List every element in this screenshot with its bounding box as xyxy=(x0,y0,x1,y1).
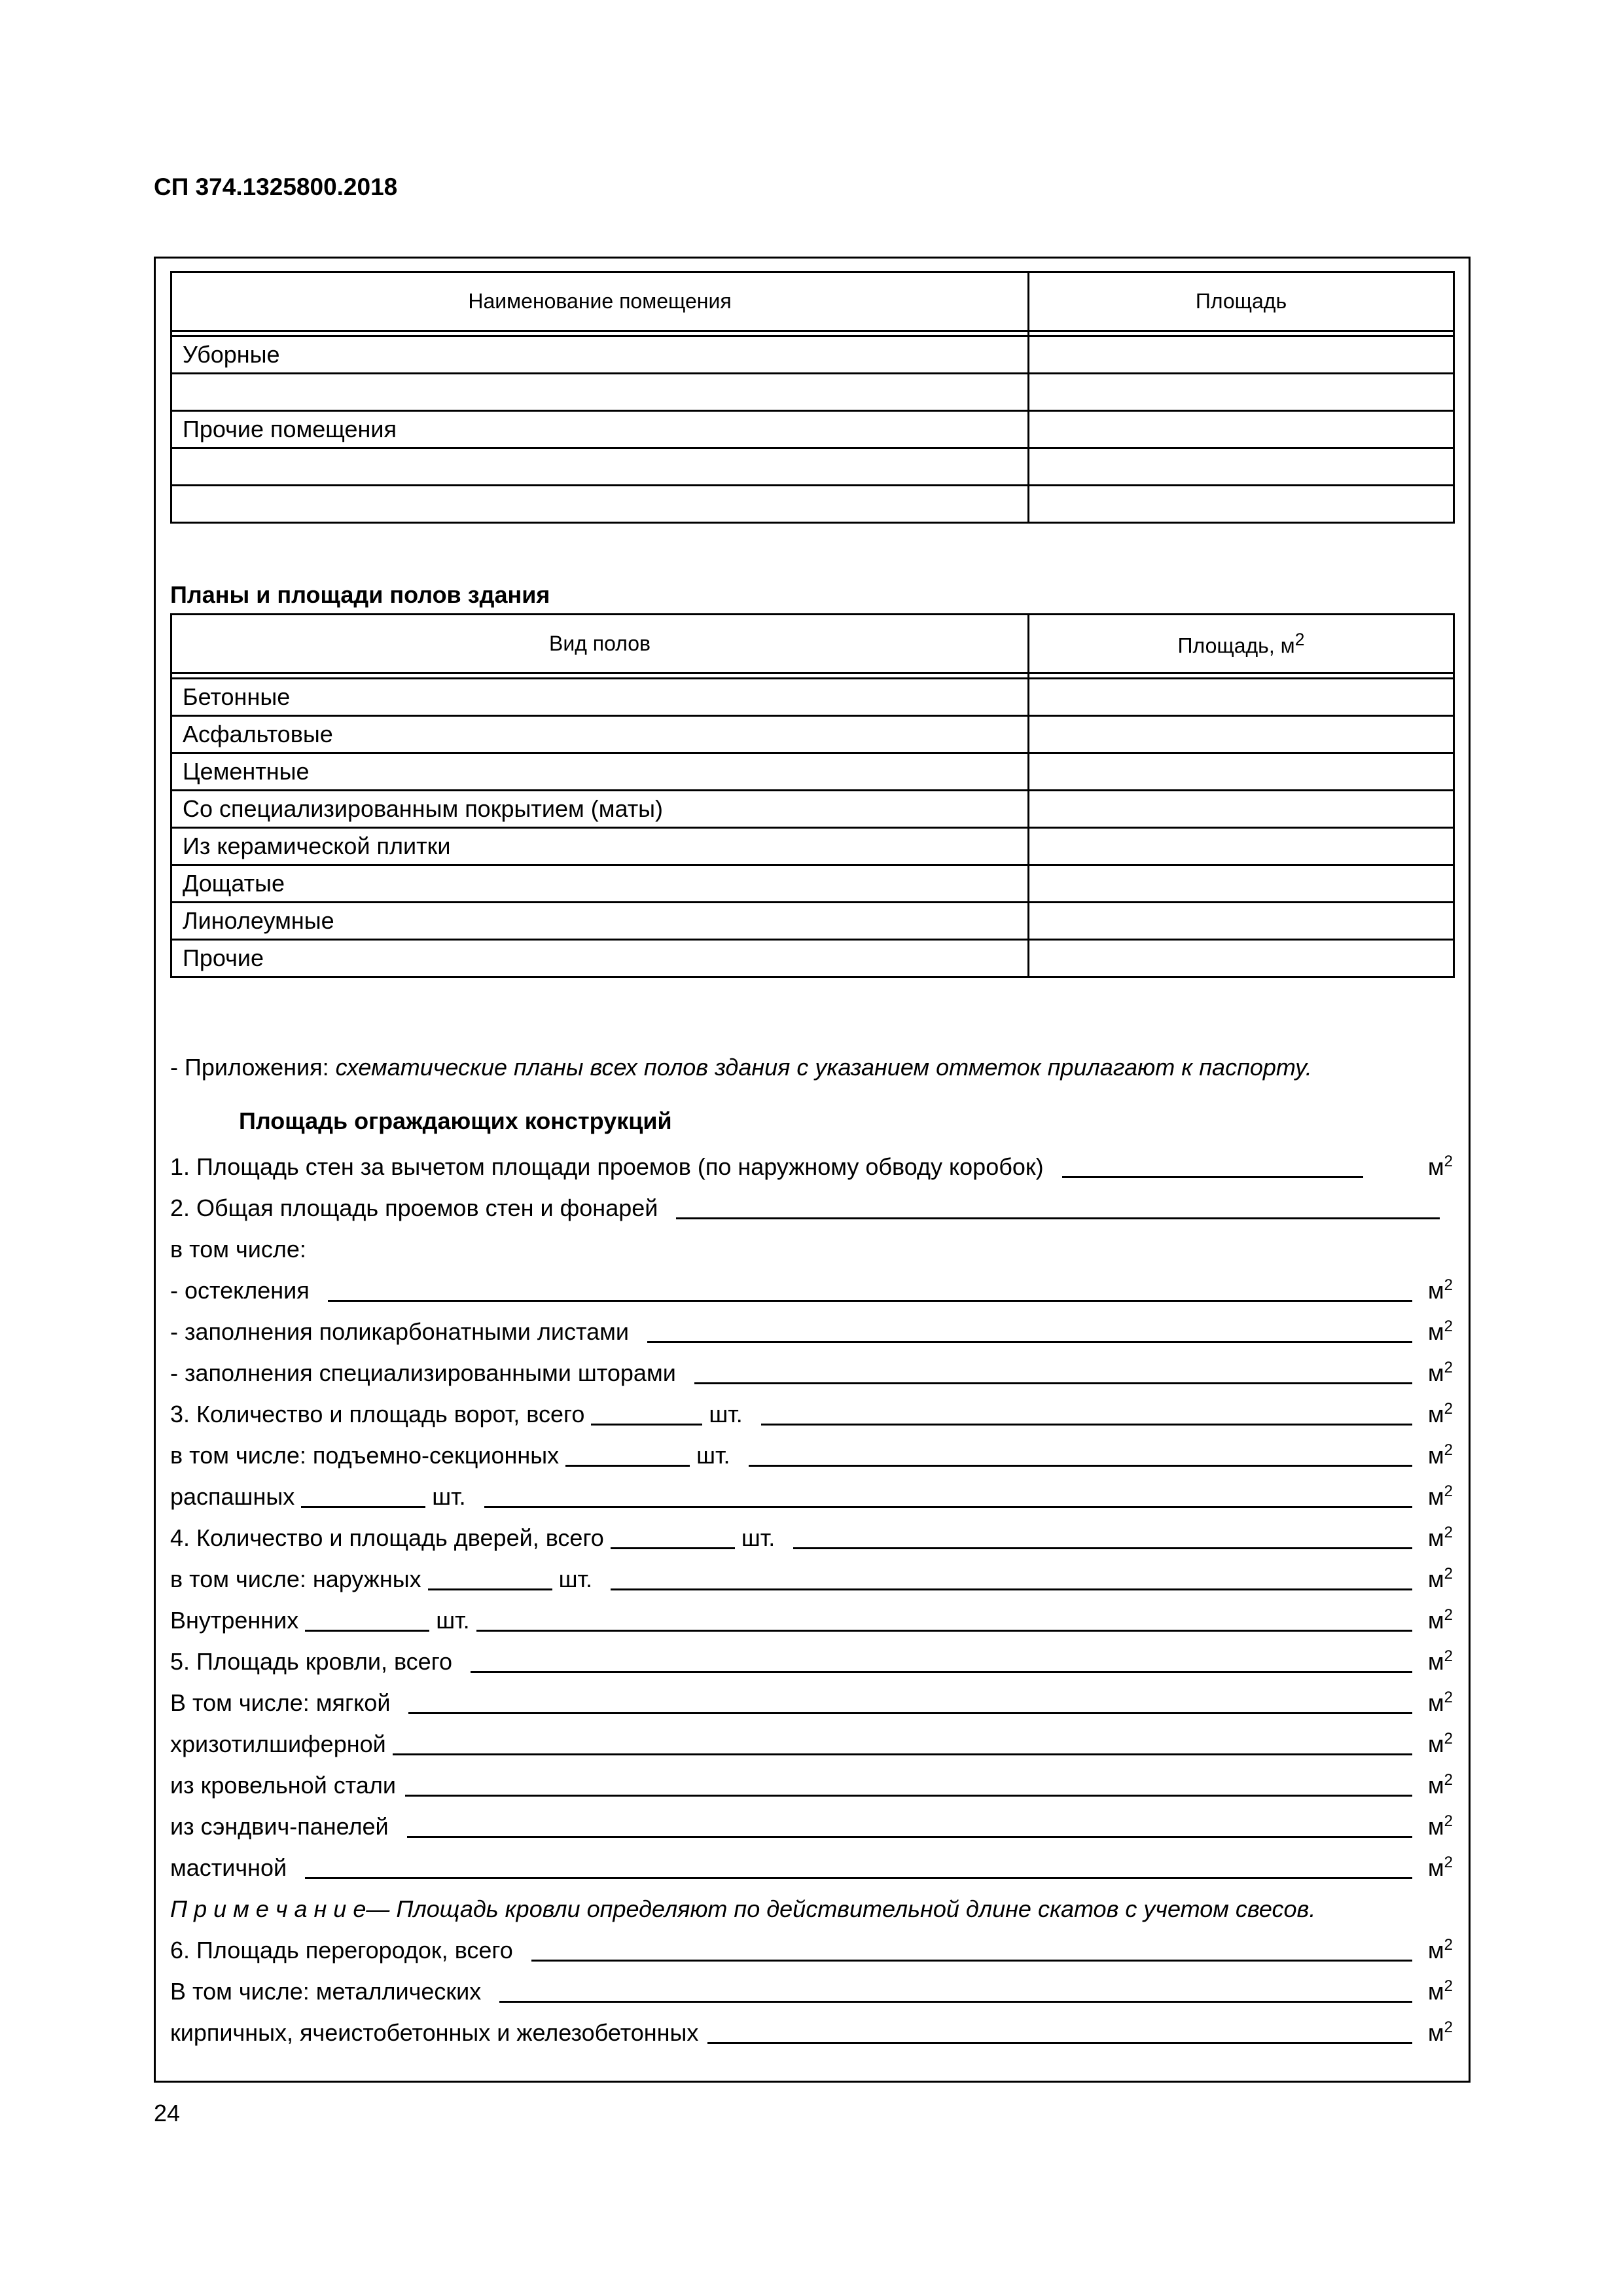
line-label: - остекления xyxy=(170,1277,310,1304)
floors-table-cell: Линолеумные xyxy=(171,903,1029,940)
pieces-label: шт. xyxy=(741,1524,776,1551)
unit-label: $м^2$ xyxy=(1427,1482,1453,1510)
rooms-table-cell: Уборные xyxy=(171,336,1029,374)
pieces-label: шт. xyxy=(696,1442,730,1469)
rooms-table-area-cell[interactable] xyxy=(1029,374,1454,411)
unit-label: $м^2$ xyxy=(1427,1936,1453,1964)
line-label: из сэндвич-панелей xyxy=(170,1813,389,1840)
line-label: 4. Количество и площадь дверей, всего xyxy=(170,1524,604,1551)
answer-blank[interactable] xyxy=(793,1521,1412,1549)
answer-blank[interactable] xyxy=(531,1933,1412,1962)
unit-label: $м^2$ xyxy=(1427,1977,1453,2005)
appendix-note xyxy=(170,1054,1312,1081)
floors-table-cell: Прочие xyxy=(171,940,1029,977)
line-label: - заполнения поликарбонатными листами xyxy=(170,1318,629,1345)
form-line-slate-roof xyxy=(170,1721,1453,1762)
floors-table-area-cell[interactable] xyxy=(1029,940,1454,977)
unit-label: $м^2$ xyxy=(1427,1771,1453,1799)
rooms-table-separator xyxy=(1029,331,1454,336)
answer-blank[interactable] xyxy=(647,1315,1412,1343)
floors-table-separator xyxy=(1029,673,1454,679)
form-line-partitions xyxy=(170,1928,1453,1968)
form-line-roof xyxy=(170,1639,1453,1679)
answer-blank[interactable] xyxy=(476,1604,1412,1632)
form-line-sandwich-roof xyxy=(170,1804,1453,1844)
line-label: Внутренних xyxy=(170,1607,299,1634)
answer-blank[interactable] xyxy=(749,1439,1412,1467)
answer-blank[interactable] xyxy=(694,1356,1412,1384)
roof-note xyxy=(170,1886,1453,1927)
line-label: в том числе: xyxy=(170,1236,306,1263)
page-number: 24 xyxy=(154,2100,181,2126)
floors-table-cell: Со специализированным покрытием (маты) xyxy=(171,791,1029,828)
appendix-note-label: - Приложения: xyxy=(170,1054,336,1081)
line-label: хризотилшиферной xyxy=(170,1731,386,1757)
answer-blank[interactable] xyxy=(305,1851,1412,1879)
floors-table-header-area xyxy=(1029,615,1454,673)
form-line-metal-partitions xyxy=(170,1969,1453,2009)
answer-blank[interactable] xyxy=(393,1727,1412,1755)
floors-table-area-cell[interactable] xyxy=(1029,791,1454,828)
line-label: 5. Площадь кровли, всего xyxy=(170,1648,453,1675)
pieces-label: шт. xyxy=(709,1401,743,1427)
line-label: 6. Площадь перегородок, всего xyxy=(170,1937,513,1964)
count-blank[interactable] xyxy=(305,1604,429,1632)
unit-label: $м^2$ xyxy=(1427,2018,1453,2046)
rooms-table-area-cell[interactable] xyxy=(1029,336,1454,374)
rooms-table-separator xyxy=(171,331,1029,336)
answer-blank[interactable] xyxy=(484,1480,1412,1508)
answer-blank[interactable] xyxy=(408,1686,1412,1714)
form-line-inner-doors xyxy=(170,1598,1453,1638)
form-line-curtains xyxy=(170,1350,1453,1391)
form-line-sectional-gates xyxy=(170,1433,1453,1473)
form-line-swing-gates xyxy=(170,1474,1453,1515)
line-label: в том числе: наружных xyxy=(170,1566,421,1592)
rooms-table-area-cell[interactable] xyxy=(1029,486,1454,523)
line-label: 3. Количество и площадь ворот, всего xyxy=(170,1401,585,1427)
floors-section-title: Планы и площади полов здания xyxy=(170,581,550,608)
unit-label: $м^2$ xyxy=(1427,1318,1453,1345)
rooms-table-area-cell[interactable] xyxy=(1029,448,1454,486)
floors-table-header-area-label: Площадь, м xyxy=(1177,634,1295,658)
pieces-label: шт. xyxy=(558,1566,593,1592)
appendix-note-text: схематические планы всех полов здания с указанием отметок прилагают к паспорту. xyxy=(335,1054,1312,1081)
floors-table-cell: Цементные xyxy=(171,753,1029,791)
answer-blank[interactable] xyxy=(328,1274,1412,1302)
answer-blank[interactable] xyxy=(676,1191,1440,1219)
floors-table xyxy=(170,613,1455,978)
unit-label: $м^2$ xyxy=(1427,1153,1453,1180)
unit-label: $м^2$ xyxy=(1427,1524,1453,1551)
line-label: 2. Общая площадь проемов стен и фонарей xyxy=(170,1194,658,1221)
floors-table-area-cell[interactable] xyxy=(1029,753,1454,791)
unit-label: $м^2$ xyxy=(1427,1276,1453,1304)
rooms-table-cell xyxy=(171,374,1029,411)
unit-label: $м^2$ xyxy=(1427,1854,1453,1881)
line-label: из кровельной стали xyxy=(170,1772,396,1799)
form-line-doors xyxy=(170,1515,1453,1556)
document-code: СП 374.1325800.2018 xyxy=(154,173,398,200)
roof-note-text: — Площадь кровли определяют по действительной длине скатов с учетом свесов. xyxy=(366,1895,1316,1922)
answer-blank[interactable] xyxy=(611,1562,1412,1590)
pieces-label: шт. xyxy=(436,1607,470,1634)
line-label: 1. Площадь стен за вычетом площади проемов (по наружному обводу коробок) xyxy=(170,1153,1044,1180)
count-blank[interactable] xyxy=(591,1397,702,1426)
form-line-outer-doors xyxy=(170,1556,1453,1597)
answer-blank[interactable] xyxy=(761,1397,1412,1426)
answer-blank[interactable] xyxy=(1062,1150,1363,1178)
count-blank[interactable] xyxy=(565,1439,690,1467)
unit-label: $м^2$ xyxy=(1427,1359,1453,1386)
answer-blank[interactable] xyxy=(471,1645,1412,1673)
line-label: кирпичных, ячеистобетонных и железобетонных xyxy=(170,2019,699,2046)
form-line-steel-roof xyxy=(170,1763,1453,1803)
form-line-mastic-roof xyxy=(170,1845,1453,1886)
form-line-including xyxy=(170,1227,1453,1267)
unit-label: $м^2$ xyxy=(1427,1647,1453,1675)
form-line-walls xyxy=(170,1144,1453,1185)
rooms-table xyxy=(170,271,1455,524)
floors-table-area-cell[interactable] xyxy=(1029,828,1454,865)
unit-label: $м^2$ xyxy=(1427,1441,1453,1469)
line-label: в том числе: подъемно-секционных xyxy=(170,1442,560,1469)
floors-table-area-cell[interactable] xyxy=(1029,903,1454,940)
unit-label: $м^2$ xyxy=(1427,1606,1453,1634)
count-blank[interactable] xyxy=(301,1480,425,1508)
floors-table-separator xyxy=(171,673,1029,679)
floors-table-cell: Бетонные xyxy=(171,679,1029,716)
line-label: мастичной xyxy=(170,1854,287,1881)
line-label: - заполнения специализированными шторами xyxy=(170,1359,676,1386)
floors-table-area-cell[interactable] xyxy=(1029,865,1454,903)
unit-label: $м^2$ xyxy=(1427,1812,1453,1840)
roof-note-label: П р и м е ч а н и е xyxy=(170,1895,366,1922)
answer-blank[interactable] xyxy=(407,1810,1412,1838)
floors-table-cell: Из керамической плитки xyxy=(171,828,1029,865)
line-label: В том числе: металлических xyxy=(170,1978,482,2005)
unit-label: $м^2$ xyxy=(1427,1565,1453,1592)
unit-label: $м^2$ xyxy=(1427,1730,1453,1757)
unit-label: $м^2$ xyxy=(1427,1400,1453,1427)
floors-table-header-type: Вид полов xyxy=(171,615,1029,673)
pieces-label: шт. xyxy=(432,1483,466,1510)
count-blank[interactable] xyxy=(428,1562,552,1590)
rooms-table-header-area: Площадь xyxy=(1029,272,1454,331)
answer-blank[interactable] xyxy=(499,1975,1412,2003)
rooms-table-header-name: Наименование помещения xyxy=(171,272,1029,331)
floors-table-area-cell[interactable] xyxy=(1029,679,1454,716)
count-blank[interactable] xyxy=(611,1521,735,1549)
floors-table-header-area-sup: 2 xyxy=(1294,629,1305,649)
answer-blank[interactable] xyxy=(707,2016,1412,2044)
form-line-brick-partitions xyxy=(170,2010,1453,2051)
rooms-table-cell xyxy=(171,448,1029,486)
unit-label: $м^2$ xyxy=(1427,1689,1453,1716)
line-label: распашных xyxy=(170,1483,295,1510)
floors-table-cell: Асфальтовые xyxy=(171,716,1029,753)
form-line-glazing xyxy=(170,1268,1453,1308)
form-line-openings xyxy=(170,1185,1453,1226)
floors-table-cell: Дощатые xyxy=(171,865,1029,903)
form-line-gates xyxy=(170,1391,1453,1432)
form-line-soft-roof xyxy=(170,1680,1453,1721)
rooms-table-cell: Прочие помещения xyxy=(171,411,1029,448)
rooms-table-cell xyxy=(171,486,1029,523)
walls-section-title: Площадь ограждающих конструкций xyxy=(239,1107,672,1134)
answer-blank[interactable] xyxy=(405,1768,1412,1797)
floors-table-area-cell[interactable] xyxy=(1029,716,1454,753)
line-label: В том числе: мягкой xyxy=(170,1689,391,1716)
rooms-table-area-cell[interactable] xyxy=(1029,411,1454,448)
form-line-polycarbonate xyxy=(170,1309,1453,1350)
